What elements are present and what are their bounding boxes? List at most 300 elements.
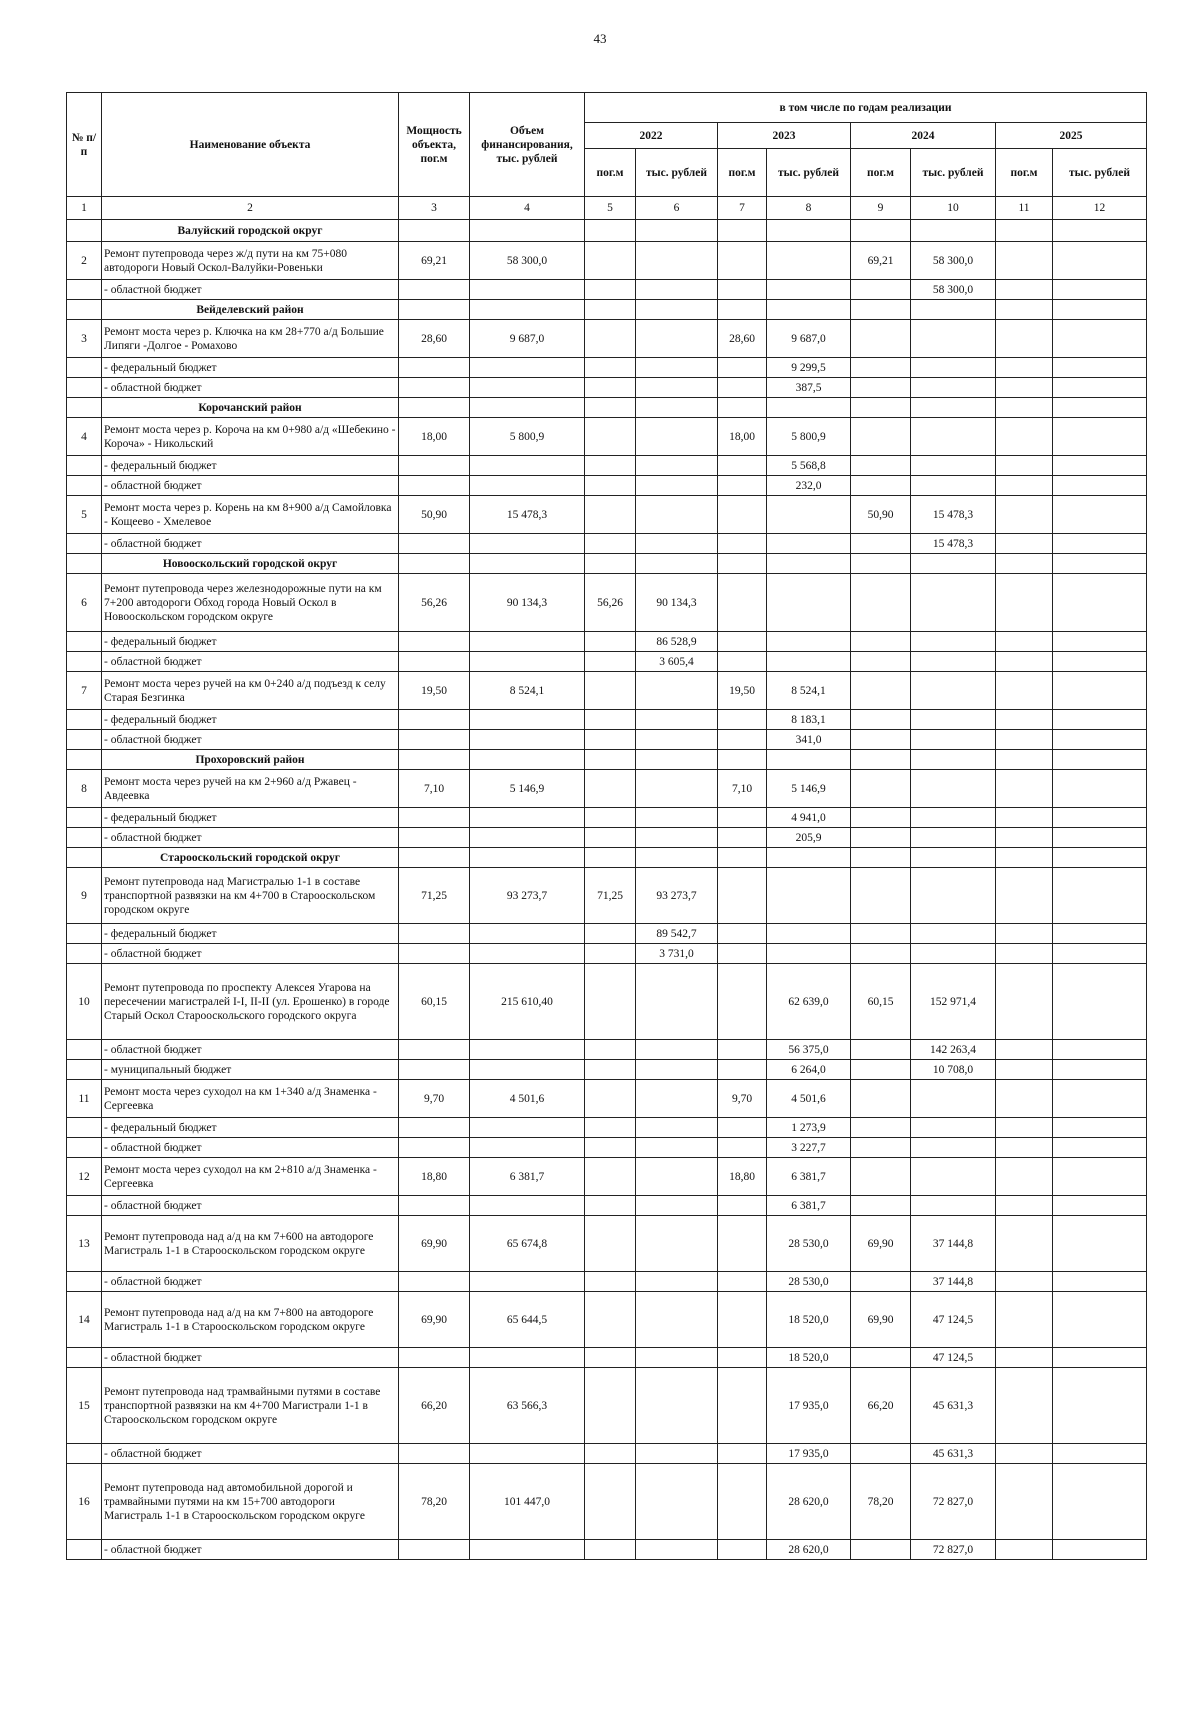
empty-cell: [399, 456, 470, 476]
year-value: [636, 378, 718, 398]
budget-source: - областной бюджет: [102, 730, 399, 750]
year-value: [636, 456, 718, 476]
year-value: 56 375,0: [767, 1040, 851, 1060]
year-value: [636, 1040, 718, 1060]
year-value: [851, 632, 911, 652]
year-value: 72 827,0: [911, 1464, 996, 1540]
year-value: [767, 280, 851, 300]
district-name: Корочанский район: [102, 398, 399, 418]
budget-source: - областной бюджет: [102, 1196, 399, 1216]
year-value: 18,80: [718, 1158, 767, 1196]
year-value: [996, 632, 1053, 652]
year-value: 28 530,0: [767, 1272, 851, 1292]
empty-cell: [470, 848, 585, 868]
empty-cell: [767, 300, 851, 320]
year-value: 28 620,0: [767, 1464, 851, 1540]
empty-cell: [470, 1444, 585, 1464]
empty-cell: [470, 1272, 585, 1292]
year-value: [911, 924, 996, 944]
year-value: [851, 1196, 911, 1216]
year-value: [585, 1464, 636, 1540]
year-value: [1053, 808, 1147, 828]
year-value: 93 273,7: [636, 868, 718, 924]
year-value: [851, 1060, 911, 1080]
year-value: [911, 730, 996, 750]
empty-cell: [470, 944, 585, 964]
year-value: [1053, 1118, 1147, 1138]
year-value: [585, 320, 636, 358]
year-value: [851, 476, 911, 496]
object-volume: 215 610,40: [470, 964, 585, 1040]
year-value: [1053, 632, 1147, 652]
year-value: [585, 632, 636, 652]
empty-cell: [996, 848, 1053, 868]
year-value: [1053, 1272, 1147, 1292]
empty-cell: [767, 750, 851, 770]
header-volume: Объем финансирования, тыс. рублей: [470, 93, 585, 197]
empty-cell: [470, 1118, 585, 1138]
year-value: 3 227,7: [767, 1138, 851, 1158]
year-value: [1053, 730, 1147, 750]
year-value: [636, 770, 718, 808]
district-row: [67, 848, 1147, 868]
year-value: [851, 1348, 911, 1368]
year-value: 58 300,0: [911, 242, 996, 280]
year-value: 341,0: [767, 730, 851, 750]
year-value: [1053, 1158, 1147, 1196]
column-number: 6: [636, 197, 718, 220]
year-value: [911, 1080, 996, 1118]
empty-cell: [470, 220, 585, 242]
year-value: [1053, 1138, 1147, 1158]
year-value: [851, 868, 911, 924]
empty-cell: [67, 750, 102, 770]
empty-cell: [585, 848, 636, 868]
year-value: 152 971,4: [911, 964, 996, 1040]
year-value: 28,60: [718, 320, 767, 358]
year-value: [1053, 1216, 1147, 1272]
year-value: [851, 378, 911, 398]
year-value: [718, 868, 767, 924]
empty-cell: [399, 300, 470, 320]
year-value: 387,5: [767, 378, 851, 398]
year-value: [636, 280, 718, 300]
empty-cell: [767, 848, 851, 868]
year-value: [1053, 242, 1147, 280]
year-value: [585, 496, 636, 534]
empty-cell: [911, 220, 996, 242]
empty-cell: [585, 554, 636, 574]
year-value: [996, 1540, 1053, 1560]
empty-cell: [996, 554, 1053, 574]
year-value: 86 528,9: [636, 632, 718, 652]
year-value: [911, 710, 996, 730]
year-value: [911, 828, 996, 848]
object-volume: 8 524,1: [470, 672, 585, 710]
empty-cell: [718, 398, 767, 418]
object-power: 69,90: [399, 1216, 470, 1272]
empty-cell: [851, 750, 911, 770]
year-value: [1053, 964, 1147, 1040]
year-value: 28 530,0: [767, 1216, 851, 1272]
budget-row: [67, 652, 1147, 672]
table-row: [67, 672, 1147, 710]
row-number: 9: [67, 868, 102, 924]
budget-row: [67, 632, 1147, 652]
year-value: [1053, 378, 1147, 398]
year-value: 205,9: [767, 828, 851, 848]
empty-cell: [399, 924, 470, 944]
empty-cell: [67, 1138, 102, 1158]
year-value: 62 639,0: [767, 964, 851, 1040]
empty-cell: [585, 300, 636, 320]
year-value: 17 935,0: [767, 1368, 851, 1444]
row-number: 14: [67, 1292, 102, 1348]
year-value: [585, 378, 636, 398]
object-volume: 65 644,5: [470, 1292, 585, 1348]
year-value: [636, 1138, 718, 1158]
budget-source: - областной бюджет: [102, 944, 399, 964]
object-volume: 63 566,3: [470, 1368, 585, 1444]
row-number: 3: [67, 320, 102, 358]
district-name: Прохоровский район: [102, 750, 399, 770]
year-value: [851, 770, 911, 808]
empty-cell: [470, 828, 585, 848]
year-value: [718, 574, 767, 632]
year-value: [718, 476, 767, 496]
year-value: [585, 456, 636, 476]
empty-cell: [399, 848, 470, 868]
year-value: [718, 924, 767, 944]
year-value: [718, 242, 767, 280]
empty-cell: [470, 554, 585, 574]
year-value: [585, 1292, 636, 1348]
year-value: [767, 574, 851, 632]
year-value: [851, 320, 911, 358]
year-value: 3 731,0: [636, 944, 718, 964]
empty-cell: [767, 220, 851, 242]
empty-cell: [399, 1138, 470, 1158]
object-volume: 93 273,7: [470, 868, 585, 924]
empty-cell: [718, 750, 767, 770]
empty-cell: [399, 1040, 470, 1060]
budget-source: - федеральный бюджет: [102, 808, 399, 828]
empty-cell: [399, 1444, 470, 1464]
object-power: 9,70: [399, 1080, 470, 1118]
budget-source: - федеральный бюджет: [102, 632, 399, 652]
year-value: [636, 1540, 718, 1560]
budget-source: - областной бюджет: [102, 1040, 399, 1060]
year-value: [585, 1540, 636, 1560]
object-name: Ремонт моста через р. Корень на км 8+900 а/д Самойловка - Кощеево - Хмелевое: [102, 496, 399, 534]
year-value: [996, 1158, 1053, 1196]
empty-cell: [67, 828, 102, 848]
budget-source: - областной бюджет: [102, 280, 399, 300]
empty-cell: [399, 652, 470, 672]
object-volume: 6 381,7: [470, 1158, 585, 1196]
table-row: [67, 1080, 1147, 1118]
year-value: [851, 1138, 911, 1158]
table-row: [67, 1368, 1147, 1444]
year-value: 5 146,9: [767, 770, 851, 808]
empty-cell: [636, 300, 718, 320]
header-year: 2024: [851, 123, 996, 149]
year-value: [851, 710, 911, 730]
year-value: [1053, 1060, 1147, 1080]
empty-cell: [585, 398, 636, 418]
empty-cell: [399, 828, 470, 848]
column-number: 5: [585, 197, 636, 220]
year-value: [718, 280, 767, 300]
year-value: [636, 242, 718, 280]
object-name: Ремонт путепровода над а/д на км 7+800 на автодороге Магистраль 1-1 в Старооскольском городском округе: [102, 1292, 399, 1348]
year-value: [1053, 1444, 1147, 1464]
budget-row: [67, 710, 1147, 730]
row-number: 6: [67, 574, 102, 632]
year-value: [585, 534, 636, 554]
year-value: [767, 924, 851, 944]
budget-row: [67, 358, 1147, 378]
empty-cell: [67, 1348, 102, 1368]
year-value: [585, 1272, 636, 1292]
empty-cell: [911, 554, 996, 574]
year-value: [585, 1444, 636, 1464]
row-number: 7: [67, 672, 102, 710]
year-value: [718, 496, 767, 534]
year-value: [1053, 1196, 1147, 1216]
year-value: [718, 1138, 767, 1158]
year-value: [636, 320, 718, 358]
column-number: 3: [399, 197, 470, 220]
empty-cell: [470, 710, 585, 730]
year-value: 4 501,6: [767, 1080, 851, 1118]
year-value: [996, 1138, 1053, 1158]
column-number: 10: [911, 197, 996, 220]
empty-cell: [67, 944, 102, 964]
empty-cell: [718, 554, 767, 574]
year-value: [911, 770, 996, 808]
financing-table: [66, 92, 1147, 1560]
header-rub: тыс. рублей: [911, 149, 996, 197]
year-value: [996, 574, 1053, 632]
year-value: [996, 1444, 1053, 1464]
year-value: [851, 1158, 911, 1196]
year-value: 71,25: [585, 868, 636, 924]
year-value: 90 134,3: [636, 574, 718, 632]
year-value: [851, 828, 911, 848]
year-value: [996, 1464, 1053, 1540]
year-value: [851, 1040, 911, 1060]
year-value: [718, 1368, 767, 1444]
year-value: [851, 280, 911, 300]
year-value: 8 183,1: [767, 710, 851, 730]
empty-cell: [911, 300, 996, 320]
year-value: [996, 924, 1053, 944]
year-value: 45 631,3: [911, 1368, 996, 1444]
object-power: 28,60: [399, 320, 470, 358]
year-value: [911, 1118, 996, 1138]
year-value: 78,20: [851, 1464, 911, 1540]
year-value: [996, 320, 1053, 358]
header-rub: тыс. рублей: [767, 149, 851, 197]
empty-cell: [399, 398, 470, 418]
year-value: [996, 1060, 1053, 1080]
year-value: [718, 730, 767, 750]
year-value: [996, 1080, 1053, 1118]
object-name: Ремонт путепровода через ж/д пути на км 75+080 автодороги Новый Оскол-Валуйки-Ровеньки: [102, 242, 399, 280]
empty-cell: [470, 358, 585, 378]
year-value: [1053, 476, 1147, 496]
empty-cell: [399, 534, 470, 554]
year-value: [1053, 924, 1147, 944]
object-power: 18,00: [399, 418, 470, 456]
empty-cell: [470, 1040, 585, 1060]
year-value: [636, 358, 718, 378]
empty-cell: [470, 1138, 585, 1158]
empty-cell: [636, 750, 718, 770]
column-number: 2: [102, 197, 399, 220]
year-value: [585, 1118, 636, 1138]
object-name: Ремонт путепровода по проспекту Алексея Угарова на пересечении магистралей I-I, II-II (ул. Ерошенко) в городе Старый Оскол Старооскольского городского округа: [102, 964, 399, 1040]
year-value: [996, 1118, 1053, 1138]
table-row: [67, 242, 1147, 280]
budget-source: - федеральный бюджет: [102, 456, 399, 476]
year-value: [996, 456, 1053, 476]
district-name: Валуйский городской округ: [102, 220, 399, 242]
year-value: [636, 1158, 718, 1196]
year-value: [1053, 1292, 1147, 1348]
year-value: [767, 944, 851, 964]
object-name: Ремонт моста через суходол на км 2+810 а/д Знаменка - Сергеевка: [102, 1158, 399, 1196]
year-value: [1053, 770, 1147, 808]
row-number: 15: [67, 1368, 102, 1444]
year-value: [718, 652, 767, 672]
year-value: [851, 1540, 911, 1560]
header-year: 2025: [996, 123, 1147, 149]
year-value: [718, 1464, 767, 1540]
year-value: [911, 456, 996, 476]
empty-cell: [67, 1540, 102, 1560]
year-value: [718, 358, 767, 378]
year-value: [585, 1080, 636, 1118]
object-name: Ремонт путепровода над трамвайными путями в составе транспортной развязки на км 4+700 Магистрали 1-1 в Старооскольском городском округе: [102, 1368, 399, 1444]
table-row: [67, 964, 1147, 1040]
year-value: [585, 924, 636, 944]
empty-cell: [399, 710, 470, 730]
budget-source: - федеральный бюджет: [102, 358, 399, 378]
year-value: [636, 1118, 718, 1138]
year-value: 9 299,5: [767, 358, 851, 378]
year-value: [585, 1040, 636, 1060]
district-row: [67, 220, 1147, 242]
budget-row: [67, 378, 1147, 398]
year-value: [1053, 944, 1147, 964]
year-value: [1053, 1464, 1147, 1540]
district-name: Новооскольский городской округ: [102, 554, 399, 574]
year-value: [996, 1216, 1053, 1272]
year-value: [636, 672, 718, 710]
row-number: 2: [67, 242, 102, 280]
year-value: [585, 1348, 636, 1368]
year-value: 6 264,0: [767, 1060, 851, 1080]
year-value: [718, 1216, 767, 1272]
year-value: 4 941,0: [767, 808, 851, 828]
year-value: 47 124,5: [911, 1348, 996, 1368]
year-value: [851, 1080, 911, 1118]
budget-row: [67, 1540, 1147, 1560]
table-row: [67, 418, 1147, 456]
object-power: 78,20: [399, 1464, 470, 1540]
budget-row: [67, 1118, 1147, 1138]
empty-cell: [470, 378, 585, 398]
budget-source: - областной бюджет: [102, 828, 399, 848]
table-row: [67, 1464, 1147, 1540]
object-name: Ремонт путепровода над Магистралью 1-1 в составе транспортной развязки на км 4+700 в Старооскольском городском округе: [102, 868, 399, 924]
table-body: [67, 220, 1147, 1560]
empty-cell: [67, 554, 102, 574]
row-number: 8: [67, 770, 102, 808]
budget-source: - федеральный бюджет: [102, 924, 399, 944]
header-rub: тыс. рублей: [1053, 149, 1147, 197]
empty-cell: [767, 398, 851, 418]
year-value: [996, 770, 1053, 808]
empty-cell: [399, 1540, 470, 1560]
year-value: [996, 1272, 1053, 1292]
year-value: [851, 672, 911, 710]
empty-cell: [399, 1060, 470, 1080]
empty-cell: [470, 924, 585, 944]
year-value: [636, 476, 718, 496]
object-volume: 65 674,8: [470, 1216, 585, 1272]
year-value: [996, 1040, 1053, 1060]
year-value: [911, 1158, 996, 1196]
year-value: [585, 828, 636, 848]
empty-cell: [399, 1348, 470, 1368]
empty-cell: [636, 398, 718, 418]
year-value: [585, 358, 636, 378]
empty-cell: [470, 476, 585, 496]
column-number: 7: [718, 197, 767, 220]
column-numbers-row: [67, 197, 1147, 220]
year-value: [996, 242, 1053, 280]
empty-cell: [67, 398, 102, 418]
empty-cell: [636, 220, 718, 242]
empty-cell: [67, 220, 102, 242]
year-value: [911, 358, 996, 378]
empty-cell: [67, 808, 102, 828]
year-value: [585, 964, 636, 1040]
year-value: [996, 476, 1053, 496]
year-value: 232,0: [767, 476, 851, 496]
year-value: 8 524,1: [767, 672, 851, 710]
empty-cell: [399, 632, 470, 652]
year-value: 7,10: [718, 770, 767, 808]
year-value: [767, 868, 851, 924]
year-value: [636, 534, 718, 554]
empty-cell: [470, 730, 585, 750]
empty-cell: [399, 730, 470, 750]
year-value: [636, 1444, 718, 1464]
empty-cell: [911, 750, 996, 770]
object-power: 7,10: [399, 770, 470, 808]
year-value: [718, 1348, 767, 1368]
year-value: [718, 1272, 767, 1292]
empty-cell: [67, 1196, 102, 1216]
empty-cell: [470, 632, 585, 652]
year-value: [996, 1292, 1053, 1348]
object-volume: 5 146,9: [470, 770, 585, 808]
year-value: [996, 730, 1053, 750]
